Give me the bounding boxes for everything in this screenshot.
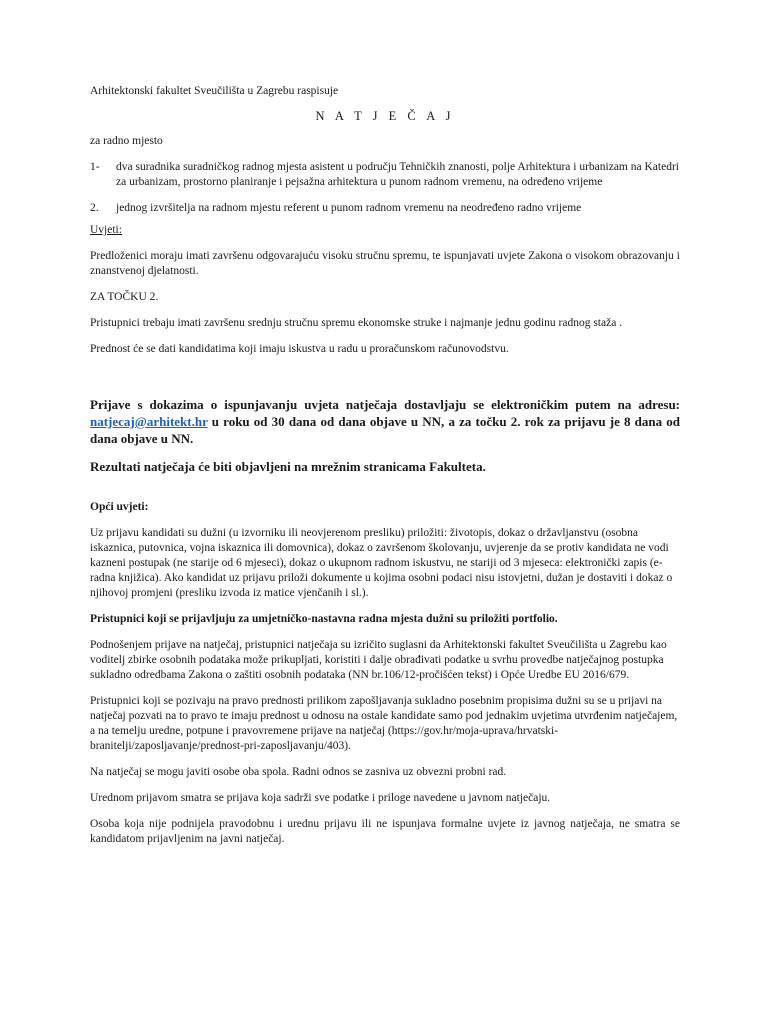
list-text: jednog izvršitelja na radnom mjestu referent u punom radnom vremenu na neodređeno radno vrijeme bbox=[116, 202, 582, 214]
point2-label: ZA TOČKU 2. bbox=[90, 291, 159, 303]
list-item bbox=[90, 160, 680, 190]
list-item bbox=[90, 201, 680, 216]
complete-application-text: Urednom prijavom smatra se prijava koja sadrži sve podatke i priloge navedene u javnom natječaju. bbox=[90, 792, 551, 804]
advantage-text: Prednost će se dati kandidatima koji imaju iskustva u radu u proračunskom računovodstvu. bbox=[90, 343, 509, 355]
apply-paragraph bbox=[90, 396, 680, 447]
list-text: dva suradnika suradničkog radnog mjesta asistent u području Tehničkih znanosti, polje Arhitektura i urbanizam na Katedri za urbanizam, prostorno planiranje i pejsažna arhitektura u punom radnom vremenu, na određeno vrijeme bbox=[116, 161, 679, 188]
intro-line: Arhitektonski fakultet Sveučilišta u Zagrebu raspisuje bbox=[90, 85, 339, 97]
document-title: N A T J E Č A J bbox=[315, 109, 455, 123]
priority-text: Pristupnici koji se pozivaju na pravo prednosti prilikom zapošljavanja sukladno posebnim propisima dužni su se u prijavi na natječaj pozvati na to pravo te imaju prednost u odnosu na ostale kandidate samo pod jednakim uvjetima utvrđenim natječajem, a na temelju uredne, potpune i pravovremene prijave na natječaj (https://gov.hr/moja-uprava/hrvatski-branitelji/zaposljavanje/prednost-pri-zaposljavanju/403). bbox=[90, 695, 678, 752]
conditions-text: Predloženici moraju imati završenu odgovarajuću visoku stručnu spremu, te ispunjavati uvjete Zakona o visokom obrazovanju i znanstvenoj djelatnosti. bbox=[90, 250, 680, 277]
point2-text: Pristupnici trebaju imati završenu srednju stručnu spremu ekonomske struke i najmanje jednu godinu radnog staža . bbox=[90, 317, 623, 329]
conditions-label: Uvjeti: bbox=[90, 224, 122, 236]
general-conditions-text: Uz prijavu kandidati su dužni (u izvorniku ili neovjerenom presliku) priložiti: životopis, dokaz o državljanstvu (osobna iskaznica, putovnica, vojna iskaznica ili domovnica), dokaz o završenom školovanju, uvjerenje da se protiv kandidata ne vodi kazneni postupak (ne starije od 6 mjeseci), dokaz o ukupnom radnom iskustvu, ne stariji od 3 mjeseca: elektronički zapis (e-radna knjižica). Ako kandidat uz prijavu priloži dokumente u kojima osobni podaci nisu istovjetni, dužan je dostaviti i dokaz o njihovoj promjeni (presliku izvoda iz matice vjenčanih i sl.). bbox=[90, 527, 673, 599]
subtitle: za radno mjesto bbox=[90, 135, 163, 147]
final-text: Osoba koja nije podnijela pravodobnu i urednu prijavu ili ne ispunjava formalne uvjete iz javnog natječaja, ne smatra se kandidatom prijavljenim na javni natječaj. bbox=[90, 818, 680, 845]
document-page bbox=[90, 84, 680, 858]
gender-text: Na natječaj se mogu javiti osobe oba spola. Radni odnos se zasniva uz obvezni probni rad. bbox=[90, 766, 507, 778]
apply-email-link[interactable]: natjecaj@arhitekt.hr bbox=[90, 414, 208, 429]
consent-text: Podnošenjem prijave na natječaj, pristupnici natječaja su izričito suglasni da Arhitektonski fakultet Sveučilišta u Zagrebu kao voditelj zbirke osobnih podataka može prikupljati, koristiti i dalje obrađivati podatke u svrhu provedbe natječajnog postupka sukladno odredbama Zakona o zaštiti osobnih podataka (NN br.106/12-pročišćen tekst) i Opće Uredbe EU 2016/679. bbox=[90, 639, 667, 681]
list-number: 2. bbox=[90, 202, 99, 214]
list-number: 1- bbox=[90, 161, 100, 173]
results-text: Rezultati natječaja će biti objavljeni na mrežnim stranicama Fakulteta. bbox=[90, 459, 486, 474]
apply-prefix: Prijave s dokazima o ispunjavanju uvjeta natječaja dostavljaju se elektroničkim putem na adresu: bbox=[90, 397, 680, 412]
apply-suffix: u roku od 30 dana od dana objave u NN, a za točku 2. rok za prijavu je 8 dana od dana objave u NN. bbox=[90, 414, 680, 446]
general-conditions-label: Opći uvjeti: bbox=[90, 501, 149, 513]
portfolio-text: Pristupnici koji se prijavljuju za umjetničko-nastavna radna mjesta dužni su priložiti portfolio. bbox=[90, 613, 558, 625]
